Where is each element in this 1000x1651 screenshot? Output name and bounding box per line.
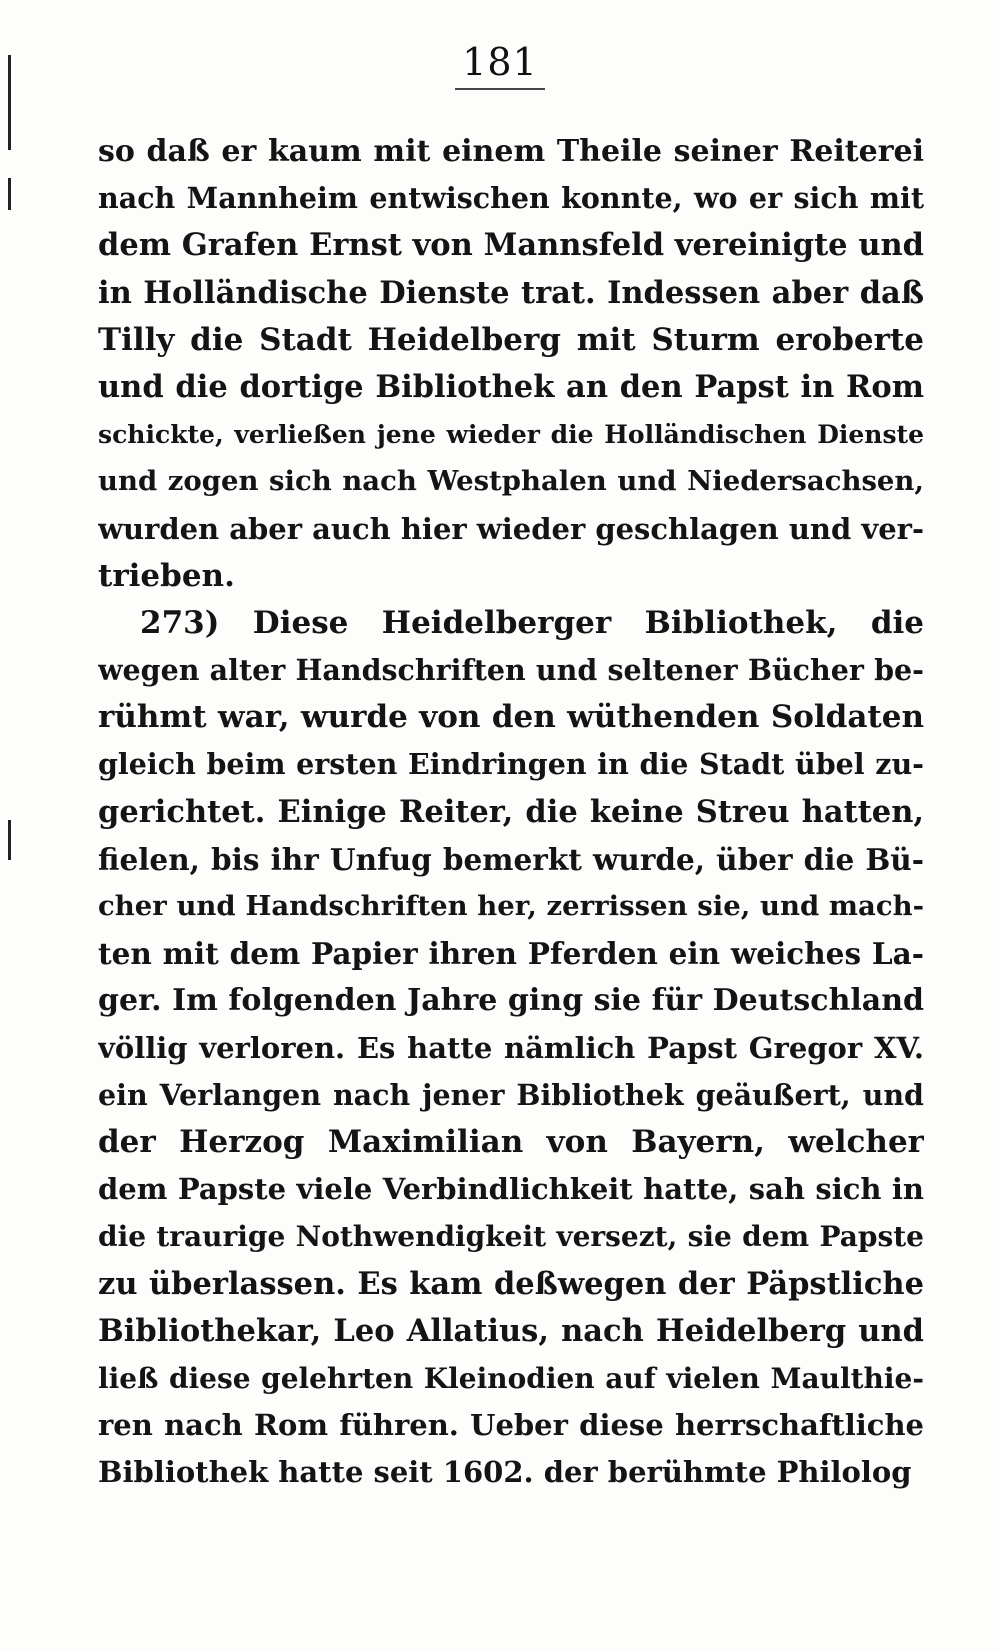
text-line: gleich beim ersten Eindringen in die Stadt übel zu-	[98, 747, 924, 782]
text-line: der Herzog Maximilian von Bayern, welcher	[98, 1123, 924, 1160]
text-line: Bibliothek hatte seit 1602. der berühmte Philolog	[98, 1455, 912, 1490]
text-line: trieben.	[98, 557, 235, 594]
text-line: cher und Handschriften her, zerrissen sie, und mach-	[98, 890, 924, 922]
body-text	[98, 128, 924, 1496]
text-line: gerichtet. Einige Reiter, die keine Streu hatten,	[98, 793, 924, 830]
text-line: ten mit dem Papier ihren Pferden ein weiches La-	[98, 936, 924, 972]
text-line: dem Papste viele Verbindlichkeit hatte, sah sich in	[98, 1172, 924, 1207]
header-rule	[455, 88, 545, 90]
text-line: völlig verloren. Es hatte nämlich Papst Gregor XV.	[98, 1030, 924, 1065]
text-line: rühmt war, wurde von den wüthenden Soldaten	[98, 699, 924, 736]
text-line: zu überlassen. Es kam deßwegen der Päpstliche	[98, 1265, 924, 1302]
text-line: ein Verlangen nach jener Bibliothek geäußert, und	[98, 1077, 924, 1112]
text-line: 273) Diese Heidelberger Bibliothek, die	[140, 604, 924, 641]
page-number: 181	[462, 40, 538, 84]
text-line: und zogen sich nach Westphalen und Niedersachsen,	[98, 465, 924, 498]
text-line: Bibliothekar, Leo Allatius, nach Heidelberg und	[98, 1312, 924, 1349]
text-line: und die dortige Bibliothek an den Papst in Rom	[98, 368, 924, 405]
text-line: nach Mannheim entwischen konnte, wo er sich mit	[98, 181, 924, 216]
text-line: ren nach Rom führen. Ueber diese herrschaftliche	[98, 1408, 924, 1443]
text-line: wegen alter Handschriften und seltener Bücher be-	[98, 653, 924, 688]
text-line: schickte, verließen jene wieder die Holländischen Dienste	[98, 420, 924, 450]
text-line: ließ diese gelehrten Kleinodien auf vielen Maulthie-	[98, 1361, 924, 1395]
page-edge-mark	[8, 178, 11, 210]
page-edge-mark	[8, 820, 11, 860]
text-line: dem Grafen Ernst von Mannsfeld vereinigte und	[98, 227, 924, 264]
text-line: die traurige Nothwendigkeit versezt, sie dem Papste	[98, 1220, 924, 1254]
text-line: fielen, bis ihr Unfug bemerkt wurde, über die Bü-	[98, 841, 924, 877]
text-line: Tilly die Stadt Heidelberg mit Sturm eroberte	[98, 321, 924, 358]
text-line: wurden aber auch hier wieder geschlagen und ver-	[98, 511, 924, 546]
text-line: ger. Im folgenden Jahre ging sie für Deutschland	[98, 983, 924, 1019]
text-line: so daß er kaum mit einem Theile seiner Reiterei	[98, 134, 924, 169]
text-line: in Holländische Dienste trat. Indessen aber daß	[98, 274, 924, 311]
